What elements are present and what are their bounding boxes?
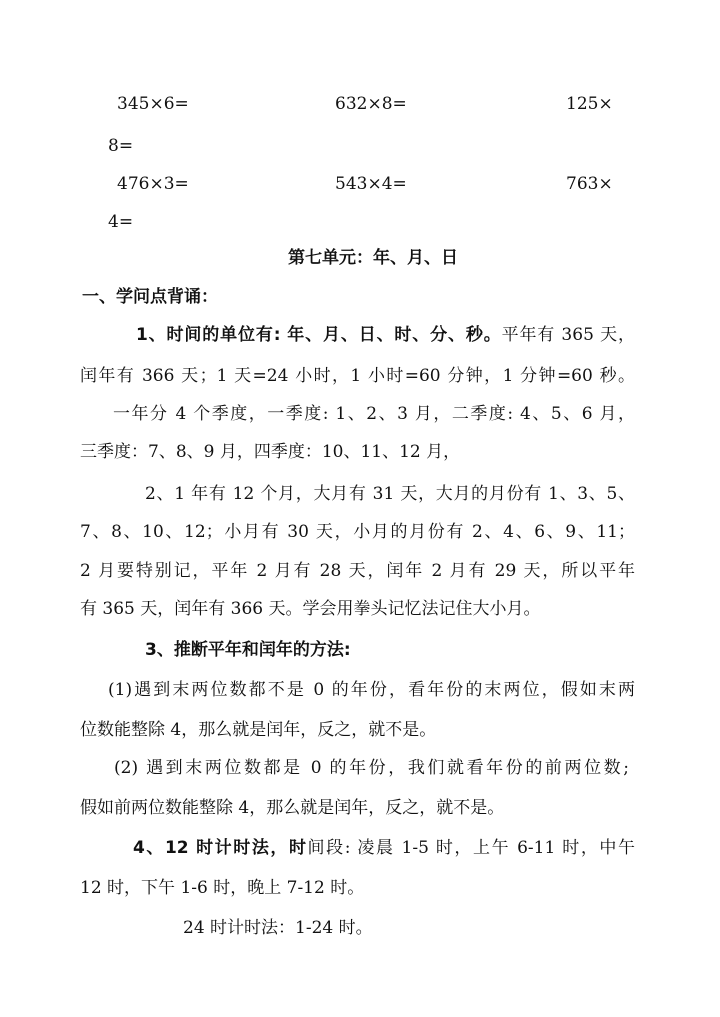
paragraph-line: (1)遇到末两位数都不是 0 的年份，看年份的末两位，假如末两 [108, 680, 635, 700]
exercise: 125× [566, 94, 613, 114]
paragraph-line: 三季度：7、8、9 月，四季度：10、11、12 月， [80, 442, 461, 462]
paragraph-line: 位数能整除 4，那么就是闰年，反之，就不是。 [80, 720, 437, 740]
paragraph-line: 一年分 4 个季度，一季度: 1、2、3 月，二季度: 4、5、6 月， [113, 404, 635, 424]
exercise: 543×4= [335, 174, 407, 194]
paragraph-line: 24 时计时法：1-24 时。 [183, 918, 373, 938]
paragraph-line: 7、8、10、12；小月有 30 天，小月的月份有 2、4、6、9、11； [80, 522, 635, 542]
bold-text: 4、12 时计时法，时 [133, 838, 308, 858]
paragraph-line: (2) 遇到末两位数都是 0 的年份，我们就看年份的前两位数; [114, 758, 629, 778]
paragraph-line [133, 837, 635, 859]
paragraph-line: 2、1 年有 12 个月，大月有 31 天，大月的月份有 1、3、5、 [145, 484, 635, 504]
exercise: 632×8= [335, 94, 407, 114]
subheading: 3、推断平年和闰年的方法: [145, 640, 351, 660]
exercise-wrap: 4= [108, 212, 134, 232]
exercise-wrap: 8= [108, 136, 134, 156]
paragraph-line: 2 月要特别记，平年 2 月有 28 天，闰年 2 月有 29 天，所以平年 [80, 561, 635, 581]
paragraph-line [136, 324, 635, 346]
text: 间段: 凌晨 1-5 时，上午 6-11 时，中午 [307, 838, 635, 858]
paragraph-line: 闰年有 366 天；1 天=24 小时，1 小时=60 分钟，1 分钟=60 秒。 [80, 366, 635, 386]
exercise: 476×3= [117, 174, 189, 194]
exercise: 345×6= [117, 94, 189, 114]
section-heading: 一、学问点背诵： [82, 287, 218, 307]
paragraph-line: 有 365 天，闰年有 366 天。学会用拳头记忆法记住大小月。 [80, 599, 541, 619]
exercise: 763× [566, 174, 613, 194]
text: 平年有 365 天， [501, 325, 636, 345]
paragraph-line: 假如前两位数能整除 4，那么就是闰年，反之，就不是。 [80, 798, 505, 818]
unit-title: 第七单元：年、月、日 [288, 248, 458, 268]
paragraph-line: 12 时，下午 1-6 时，晚上 7-12 时。 [80, 878, 365, 898]
bold-text: 1、时间的单位有: 年、月、日、时、分、秒。 [136, 325, 502, 345]
